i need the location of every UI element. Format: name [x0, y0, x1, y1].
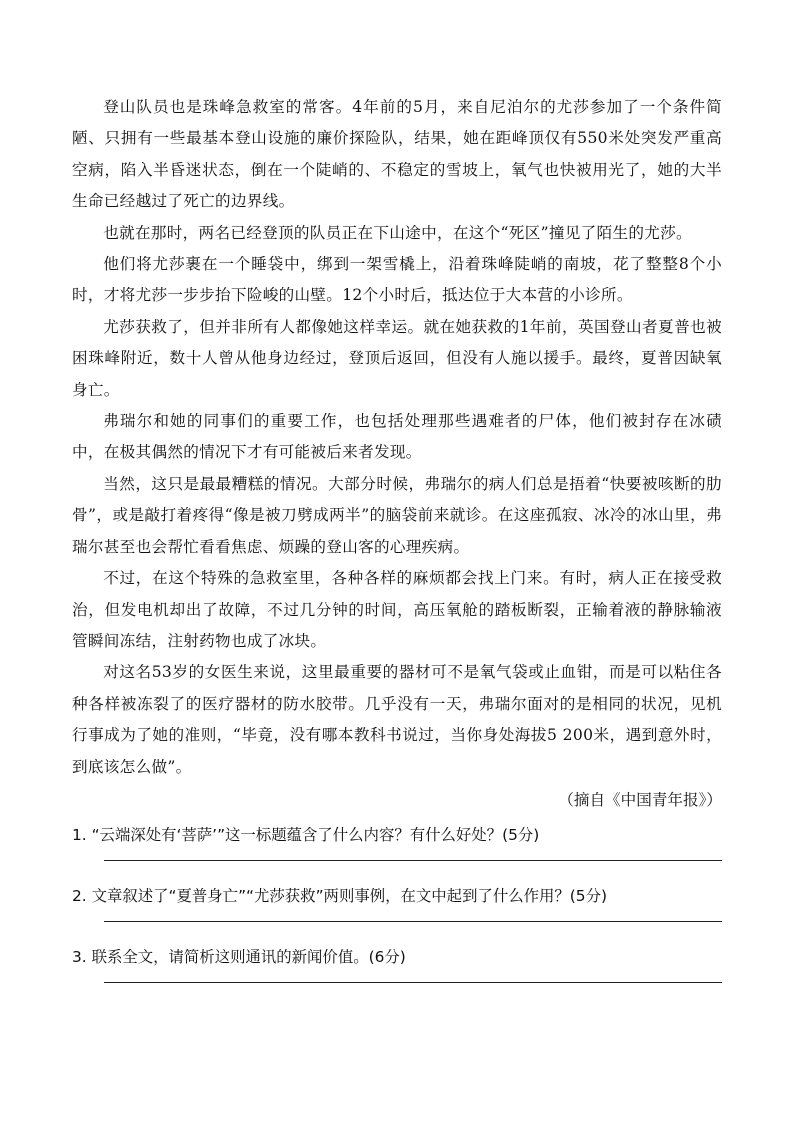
article-paragraph: 不过，在这个特殊的急救室里，各种各样的麻烦都会找上门来。有时，病人正在接受救治，但发电机却出了故障，不过几分钟的时间，高压氧舱的踏板断裂，正输着液的静脉输液管瞬间冻结，注射药物也成了冰块。 [72, 569, 722, 650]
document-page [72, 92, 722, 1003]
article-body [72, 92, 722, 783]
answer-line[interactable] [104, 860, 722, 861]
question-2 [72, 881, 722, 922]
article-source: （摘自《中国青年报》） [558, 790, 722, 809]
article-paragraph: 他们将尤莎裹在一个睡袋中，绑到一架雪橇上，沿着珠峰陡峭的南坡，花了整整8个小时，才将尤莎一步步抬下险峻的山壁。12个小时后，抵达位于大本营的小诊所。 [72, 255, 722, 305]
question-1 [72, 820, 722, 861]
article-paragraph: 登山队员也是珠峰急救室的常客。4年前的5月，来自尼泊尔的尤莎参加了一个条件简陋、只拥有一些最基本登山设施的廉价探险队，结果，她在距峰顶仅有550米处突发严重高空病，陷入半昏迷状态，倒在一个陡峭的、不稳定的雪坡上，氧气也快被用光了，她的大半生命已经越过了死亡的边界线。 [72, 98, 722, 211]
article-paragraph: 尤莎获救了，但并非所有人都像她这样幸运。就在她获救的1年前，英国登山者夏普也被困珠峰附近，数十人曾从他身边经过，登顶后返回，但没有人施以援手。最终，夏普因缺氧身亡。 [72, 317, 722, 399]
question-text: 1. “云端深处有‘菩萨’”这一标题蕴含了什么内容？有什么好处？(5分) [72, 825, 540, 844]
question-text: 2. 文章叙述了“夏普身亡”“尤莎获救”两则事例，在文中起到了什么作用？(5分) [72, 886, 607, 905]
answer-line[interactable] [104, 921, 722, 922]
article-paragraph: 弗瑞尔和她的同事们的重要工作，也包括处理那些遇难者的尸体，他们被封存在冰碛中，在极其偶然的情况下才有可能被后来者发现。 [72, 412, 722, 462]
article-paragraph: 当然，这只是最最糟糕的情况。大部分时候，弗瑞尔的病人们总是捂着“快要被咳断的肋骨”，或是敲打着疼得“像是被刀劈成两半”的脑袋前来就诊。在这座孤寂、冰冷的冰山里，弗瑞尔甚至也会帮忙看看焦虑、烦躁的登山客的心理疾病。 [72, 474, 722, 556]
answer-line[interactable] [104, 982, 722, 983]
question-text: 3. 联系全文，请简析这则通讯的新闻价值。(6分) [72, 947, 406, 966]
question-3 [72, 942, 722, 983]
article-paragraph: 也就在那时，两名已经登顶的队员正在下山途中，在这个“死区”撞见了陌生的尤莎。 [103, 223, 692, 242]
article-paragraph: 对这名53岁的女医生来说，这里最重要的器材可不是氧气袋或止血钳，而是可以粘住各种各样被冻裂了的医疗器材的防水胶带。几乎没有一天，弗瑞尔面对的是相同的状况，见机行事成为了她的准则，“毕竟，没有哪本教科书说过，当你身处海拔5 200米，遇到意外时，到底该怎么做”。 [72, 663, 722, 776]
